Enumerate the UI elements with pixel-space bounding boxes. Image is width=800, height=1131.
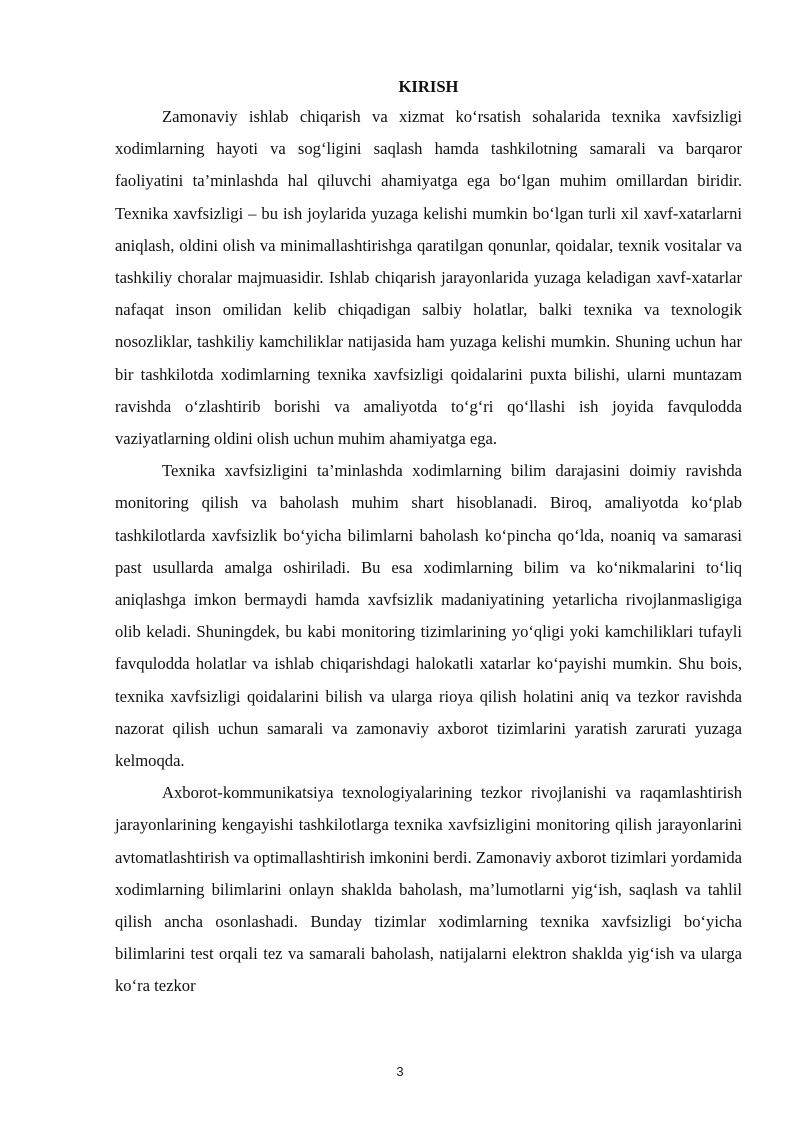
paragraph-1: Zamonaviy ishlab chiqarish va xizmat ko‘rsatish sohalarida texnika xavfsizligi xodimlarning hayoti va sog‘ligini saqlash hamda tashkilotning samarali va barqaror faoliyatini ta’minlashda hal qiluvchi ahamiyatga ega bo‘lgan muhim omillardan biridir. Texnika xavfsizligi – bu ish joylarida yuzaga kelishi mumkin bo‘lgan turli xil xavf-xatarlarni aniqlash, oldini olish va minimallashtirishga qaratilgan qonunlar, qoidalar, texnik vositalar va tashkiliy choralar majmuasidir. Ishlab chiqarish jarayonlarida yuzaga keladigan xavf-xatarlar nafaqat inson omilidan kelib chiqadigan salbiy holatlar, balki texnika va texnologik nosozliklar, tashkiliy kamchiliklar natijasida ham yuzaga kelishi mumkin. Shuning uchun har bir tashkilotda xodimlarning texnika xavfsizligi qoidalarini puxta bilishi, ularni muntazam ravishda o‘zlashtirib borishi va amaliyotda to‘g‘ri qo‘llashi ish joyida favqulodda vaziyatlarning oldini olish uchun muhim ahamiyatga ega.: [115, 107, 742, 449]
paragraph-3: Axborot-kommunikatsiya texnologiyalarining tezkor rivojlanishi va raqamlashtirish jarayonlarining kengayishi tashkilotlarga texnika xavfsizligini monitoring qilish jarayonlarini avtomatlashtirish va optimallashtirish imkonini berdi. Zamonaviy axborot tizimlari yordamida xodimlarning bilimlarini onlayn shaklda baholash, ma’lumotlarni yig‘ish, saqlash va tahlil qilish ancha osonlashadi. Bunday tizimlar xodimlarning texnika xavfsizligi bo‘yicha bilimlarini test orqali tez va samarali baholash, natijalarni elektron shaklda yig‘ish va ularga ko‘ra tezkor: [115, 783, 742, 996]
page-number: 3: [396, 1064, 404, 1079]
paragraph-2: Texnika xavfsizligini ta’minlashda xodimlarning bilim darajasini doimiy ravishda monitoring qilish va baholash muhim shart hisoblanadi. Biroq, amaliyotda ko‘plab tashkilotlarda xavfsizlik bo‘yicha bilimlarni baholash ko‘pincha qo‘lda, noaniq va samarasi past usullarda amalga oshiriladi. Bu esa xodimlarning bilim va ko‘nikmalarini to‘liq aniqlashga imkon bermaydi hamda xavfsizlik madaniyatining yetarlicha rivojlanmasligiga olib keladi. Shuningdek, bu kabi monitoring tizimlarining yo‘qligi yoki kamchiliklari tufayli favqulodda holatlar va ishlab chiqarishdagi halokatli xatarlar ko‘payishi mumkin. Shu bois, texnika xavfsizligi qoidalarini bilish va ularga rioya qilish holatini aniq va tezkor ravishda nazorat qilish uchun samarali va zamonaviy axborot tizimlarini yaratish zarurati yuzaga kelmoqda.: [115, 461, 742, 771]
document-page: [115, 73, 742, 1003]
page-title: KIRISH: [398, 77, 459, 96]
